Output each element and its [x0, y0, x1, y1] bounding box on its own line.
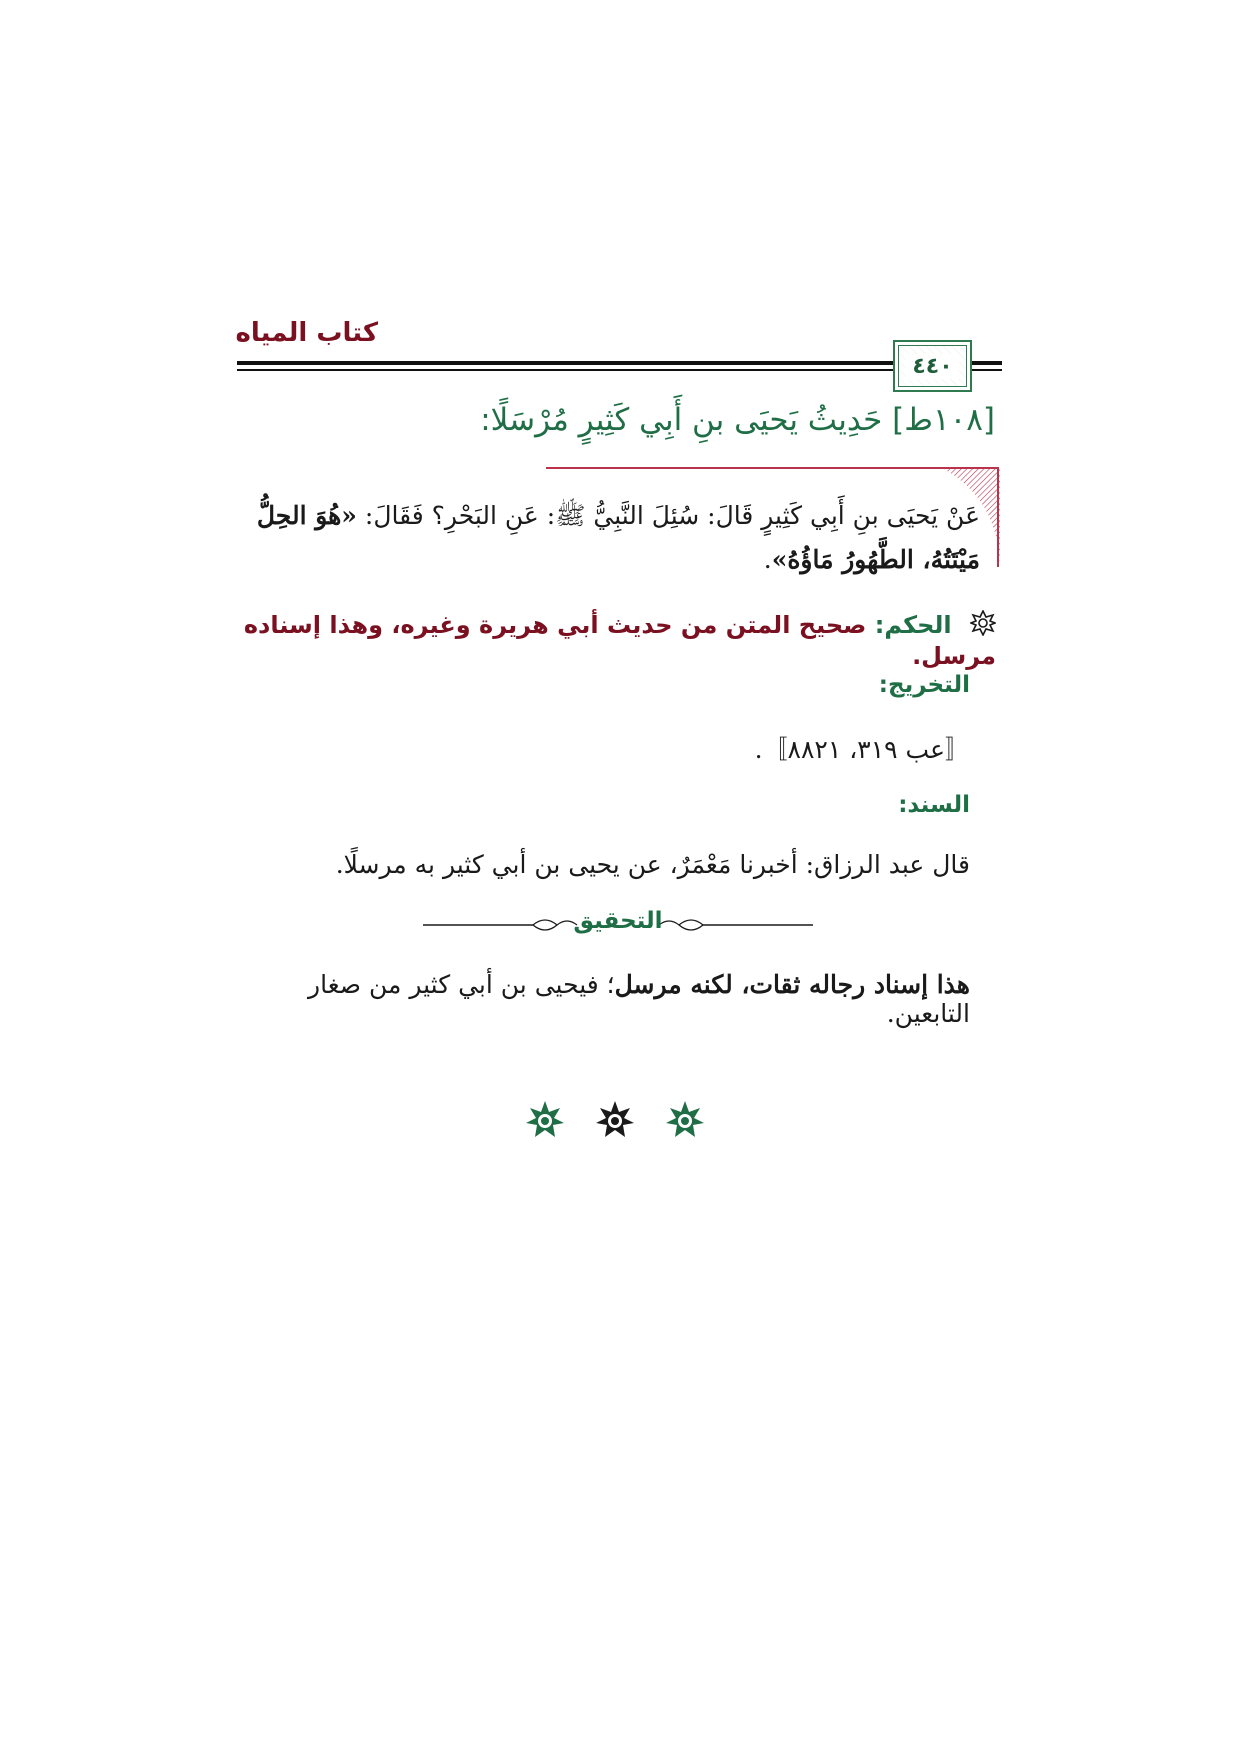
- end-ornaments: [525, 1095, 705, 1145]
- hadith-text-end: .: [763, 545, 772, 574]
- takhrij-text: 〚عب ٣١٩، ٨٨٢١〛.: [754, 735, 970, 764]
- takhrij-heading: التخريج:: [878, 672, 970, 698]
- tahqiq-divider: [423, 908, 813, 942]
- page-number-box: [893, 340, 972, 392]
- hadith-text-plain: عَنْ يَحيَى بنِ أَبِي كَثِيرٍ قَالَ: سُئِلَ النَّبِيُّ ﷺ: عَنِ البَحْرِ؟ فَقَالَ:: [364, 501, 980, 530]
- flower-ornament-icon: [525, 1100, 565, 1140]
- ruling-line: [236, 610, 996, 670]
- ruling-label: الحكم:: [874, 611, 952, 639]
- isnad-heading: السند:: [898, 792, 970, 818]
- hadith-text: [245, 494, 980, 582]
- header-rule-thin: [237, 369, 1002, 371]
- tahqiq-text-bold: هذا إسناد رجاله ثقات، لكنه مرسل: [614, 970, 970, 999]
- hadith-text-bold: «هُوَ الحِلُّ مَيْتَتُهُ، الطَّهُورُ مَاؤُهُ»: [256, 501, 980, 574]
- ruling-text: صحيح المتن من حديث أبي هريرة وغيره، وهذا إسناده مرسل.: [243, 611, 996, 670]
- title-underline: [546, 467, 998, 469]
- flower-ornament-icon: [665, 1100, 705, 1140]
- tahqiq-text: [230, 970, 970, 1028]
- hadith-title: [١٠٨ط] حَدِيثُ يَحيَى بنِ أَبِي كَثِيرٍ مُرْسَلًا:: [480, 402, 995, 438]
- tahqiq-text-rest: ؛ فيحيى بن أبي كثير من صغار التابعين.: [308, 970, 970, 1028]
- header-rule-thick: [237, 361, 1002, 365]
- page-number: ٤٤٠: [906, 354, 958, 379]
- running-title: كتاب المياه: [235, 318, 378, 348]
- tahqiq-heading: التحقيق: [573, 908, 663, 934]
- rosette-icon: [970, 610, 996, 642]
- flower-ornament-icon: [595, 1100, 635, 1140]
- page-number-frame: [898, 345, 967, 387]
- isnad-text: قال عبد الرزاق: أخبرنا مَعْمَرٌ، عن يحيى بن أبي كثير به مرسلًا.: [335, 850, 970, 879]
